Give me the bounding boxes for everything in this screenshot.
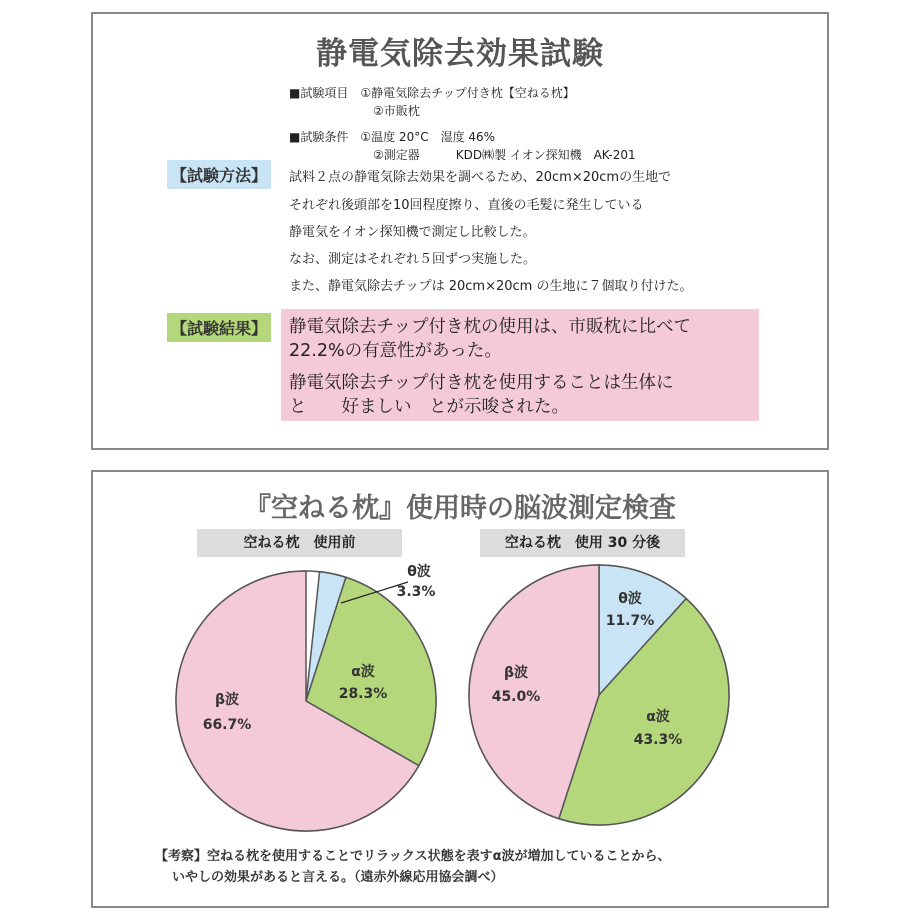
- test-item-1: ①静電気除去チップ付き枕【空ねる枕】: [360, 86, 575, 100]
- method-line: また、静電気除去チップは 20cm×20cm の生地に７個取り付けた。: [289, 279, 693, 294]
- eeg-test-title: 『空ねる枕』使用時の脳波測定検査: [244, 493, 676, 524]
- static-test-title: 静電気除去効果試験: [316, 36, 604, 72]
- result-box: [281, 309, 759, 421]
- pie-label-name-1-0: θ波: [618, 591, 642, 607]
- pie-label-name-1-2: β波: [503, 665, 529, 681]
- pie-label-value-0-2: 66.7%: [202, 717, 252, 733]
- test-item-2: ②市販枕: [373, 104, 420, 118]
- test-condition-1: ①温度 20°C 湿度 46%: [360, 130, 496, 144]
- pie-label-value-0-0: 3.3%: [396, 584, 436, 600]
- pie-label-name-0-1: α波: [351, 664, 375, 680]
- test-item-line-1: [289, 84, 575, 101]
- result-line: 22.2%の有意性があった。: [289, 341, 502, 361]
- chart-title-before: 空ねる枕 使用前: [197, 529, 402, 557]
- method-line: なお、測定はそれぞれ５回ずつ実施した。: [289, 252, 537, 267]
- note-line-2: いやしの効果があると言える。（遠赤外線応用協会調べ）: [172, 870, 504, 885]
- method-line: 静電気をイオン探知機で測定し比較した。: [289, 225, 536, 240]
- result-line: 静電気除去チップ付き枕の使用は、市販枕に比べて: [289, 317, 691, 337]
- test-condition-label: ■試験条件: [289, 130, 349, 144]
- method-line: それぞれ後頭部を10回程度擦り、直後の毛髪に発生している: [289, 198, 644, 213]
- test-item-label: ■試験項目: [289, 86, 349, 100]
- result-line: 静電気除去チップ付き枕を使用することは生体に: [289, 373, 674, 393]
- static-test-panel: [91, 12, 829, 450]
- note-line-1: 【考察】空ねる枕を使用することでリラックス状態を表すα波が増加していることから、: [155, 849, 671, 864]
- pie-label-name-0-0: θ波: [407, 564, 431, 580]
- result-tag: 【試験結果】: [167, 313, 271, 342]
- pie-label-value-0-1: 28.3%: [338, 686, 388, 702]
- method-tag: 【試験方法】: [167, 160, 271, 189]
- pie-label-value-1-1: 43.3%: [633, 732, 683, 748]
- pie-label-name-1-1: α波: [646, 709, 670, 725]
- eeg-test-panel: [91, 470, 829, 908]
- pie-label-value-1-0: 11.7%: [605, 613, 655, 629]
- test-condition-line-1: [289, 128, 495, 145]
- pie-label-name-0-2: β波: [214, 692, 240, 708]
- result-line: と 好ましい とが示唆された。: [289, 397, 569, 417]
- pie-charts-area: [93, 472, 827, 906]
- chart-title-after: 空ねる枕 使用 30 分後: [480, 529, 685, 557]
- pie-label-value-1-2: 45.0%: [491, 689, 541, 705]
- test-condition-2: ②測定器 KDD㈱製 イオン探知機 AK-201: [373, 148, 636, 162]
- method-line: 試料２点の静電気除去効果を調べるため、20cm×20cmの生地で: [289, 170, 672, 185]
